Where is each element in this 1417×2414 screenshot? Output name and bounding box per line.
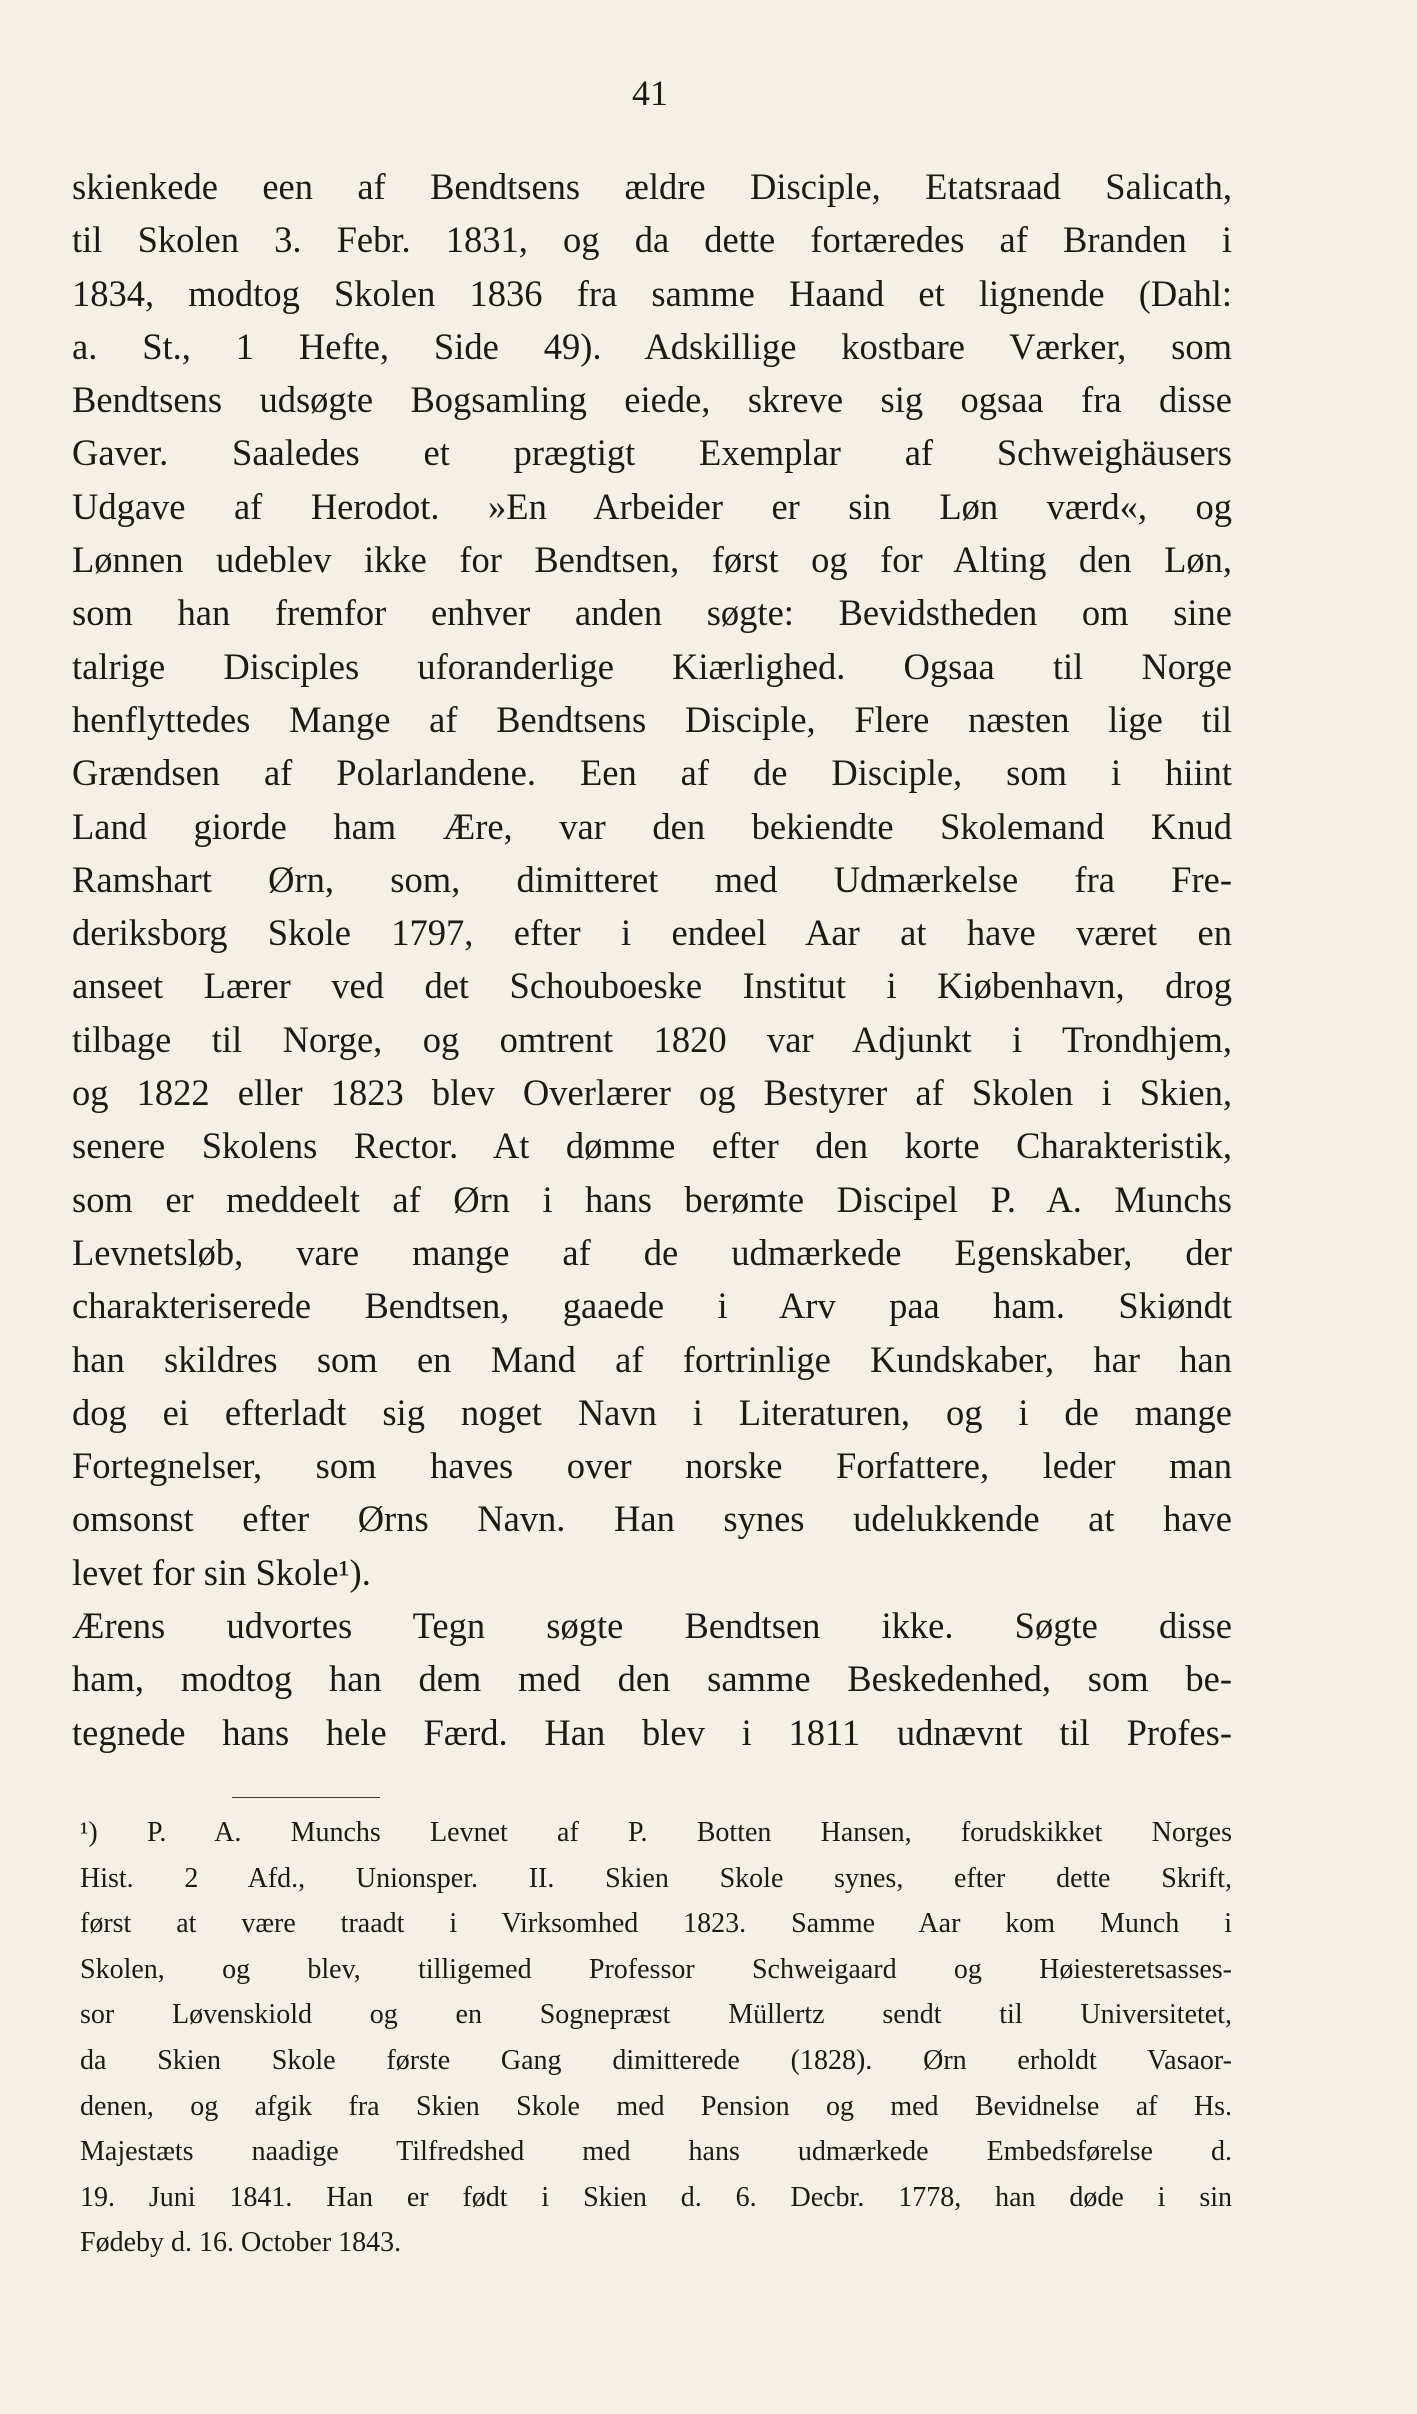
text-line: som er meddeelt af Ørn i hans berømte Discipel P. A. Munchs xyxy=(72,1178,1232,1220)
text-line: ham, modtog han dem med den samme Beskedenhed, som be- xyxy=(72,1658,1232,1700)
text-line: Levnetsløb, vare mange af de udmærkede Egenskaber, der xyxy=(72,1231,1232,1273)
text-line: Grændsen af Polarlandene. Een af de Disciple, som i hiint xyxy=(72,752,1232,794)
text-line: skienkede een af Bendtsens ældre Disciple, Etatsraad Salicath, xyxy=(72,166,1232,207)
footnotes xyxy=(80,1810,1232,2266)
text-line: Gaver. Saaledes et prægtigt Exemplar af Schweighäusers xyxy=(72,432,1232,474)
page-number: 41 xyxy=(632,73,668,113)
text-line: tilbage til Norge, og omtrent 1820 var Adjunkt i Trondhjem, xyxy=(72,1018,1232,1060)
text-line: Lønnen udeblev ikke for Bendtsen, først og for Alting den Løn, xyxy=(72,539,1232,581)
text-line: deriksborg Skole 1797, efter i endeel Aar at have været en xyxy=(72,912,1232,954)
footnote-line: denen, og afgik fra Skien Skole med Pension og med Bevidnelse af Hs. xyxy=(80,2090,1232,2122)
footnote-line: da Skien Skole første Gang dimitterede (1828). Ørn erholdt Vasaor- xyxy=(80,2044,1232,2076)
text-line: 1834, modtog Skolen 1836 fra samme Haand et lignende (Dahl: xyxy=(72,272,1232,314)
text-line: og 1822 eller 1823 blev Overlærer og Bestyrer af Skolen i Skien, xyxy=(72,1072,1232,1114)
text-line: til Skolen 3. Febr. 1831, og da dette fortæredes af Branden i xyxy=(72,219,1232,261)
footnote-line: sor Løvenskiold og en Sognepræst Müllertz sendt til Universitetet, xyxy=(80,1999,1232,2031)
text-line: levet for sin Skole¹). xyxy=(72,1551,371,1593)
main-text xyxy=(72,160,1232,1759)
text-line: Udgave af Herodot. »En Arbeider er sin Løn værd«, og xyxy=(72,485,1232,527)
text-line: dog ei efterladt sig noget Navn i Literaturen, og i de mange xyxy=(72,1391,1232,1433)
text-line: senere Skolens Rector. At dømme efter den korte Charakteristik, xyxy=(72,1125,1232,1167)
text-line: Bendtsens udsøgte Bogsamling eiede, skreve sig ogsaa fra disse xyxy=(72,379,1232,421)
text-line: charakteriserede Bendtsen, gaaede i Arv paa ham. Skiøndt xyxy=(72,1285,1232,1327)
text-line: han skildres som en Mand af fortrinlige Kundskaber, har han xyxy=(72,1338,1232,1380)
footnote-line: ¹) P. A. Munchs Levnet af P. Botten Hansen, forudskikket Norges xyxy=(80,1817,1232,1848)
text-line: omsonst efter Ørns Navn. Han synes udelukkende at have xyxy=(72,1498,1232,1540)
footnote-line: 19. Juni 1841. Han er født i Skien d. 6. Decbr. 1778, han døde i sin xyxy=(80,2181,1232,2213)
footnote-line: Majestæts naadige Tilfredshed med hans udmærkede Embedsførelse d. xyxy=(80,2136,1232,2168)
text-line: tegnede hans hele Færd. Han blev i 1811 udnævnt til Profes- xyxy=(72,1711,1232,1753)
text-line: henflyttedes Mange af Bendtsens Disciple, Flere næsten lige til xyxy=(72,698,1232,740)
text-line: Land giorde ham Ære, var den bekiendte Skolemand Knud xyxy=(72,805,1232,847)
text-line: anseet Lærer ved det Schouboeske Institut i Kiøbenhavn, drog xyxy=(72,965,1232,1007)
text-line: a. St., 1 Hefte, Side 49). Adskillige kostbare Værker, som xyxy=(72,325,1232,367)
text-line: som han fremfor enhver anden søgte: Bevidstheden om sine xyxy=(72,592,1232,634)
text-line: talrige Disciples uforanderlige Kiærlighed. Ogsaa til Norge xyxy=(72,645,1232,687)
footnote-line: Hist. 2 Afd., Unionsper. II. Skien Skole synes, efter dette Skrift, xyxy=(80,1862,1232,1894)
text-line: Ramshart Ørn, som, dimitteret med Udmærkelse fra Fre- xyxy=(72,858,1232,900)
text-line: Fortegnelser, som haves over norske Forfattere, leder man xyxy=(72,1445,1232,1487)
footnote-line: først at være traadt i Virksomhed 1823. Samme Aar kom Munch i xyxy=(80,1908,1232,1940)
footnote-divider xyxy=(232,1797,380,1798)
text-line: Ærens udvortes Tegn søgte Bendtsen ikke. Søgte disse xyxy=(72,1605,1232,1647)
footnote-line: Skolen, og blev, tilligemed Professor Schweigaard og Høiesteretsasses- xyxy=(80,1953,1232,1985)
footnote-line: Fødeby d. 16. October 1843. xyxy=(80,2227,402,2259)
